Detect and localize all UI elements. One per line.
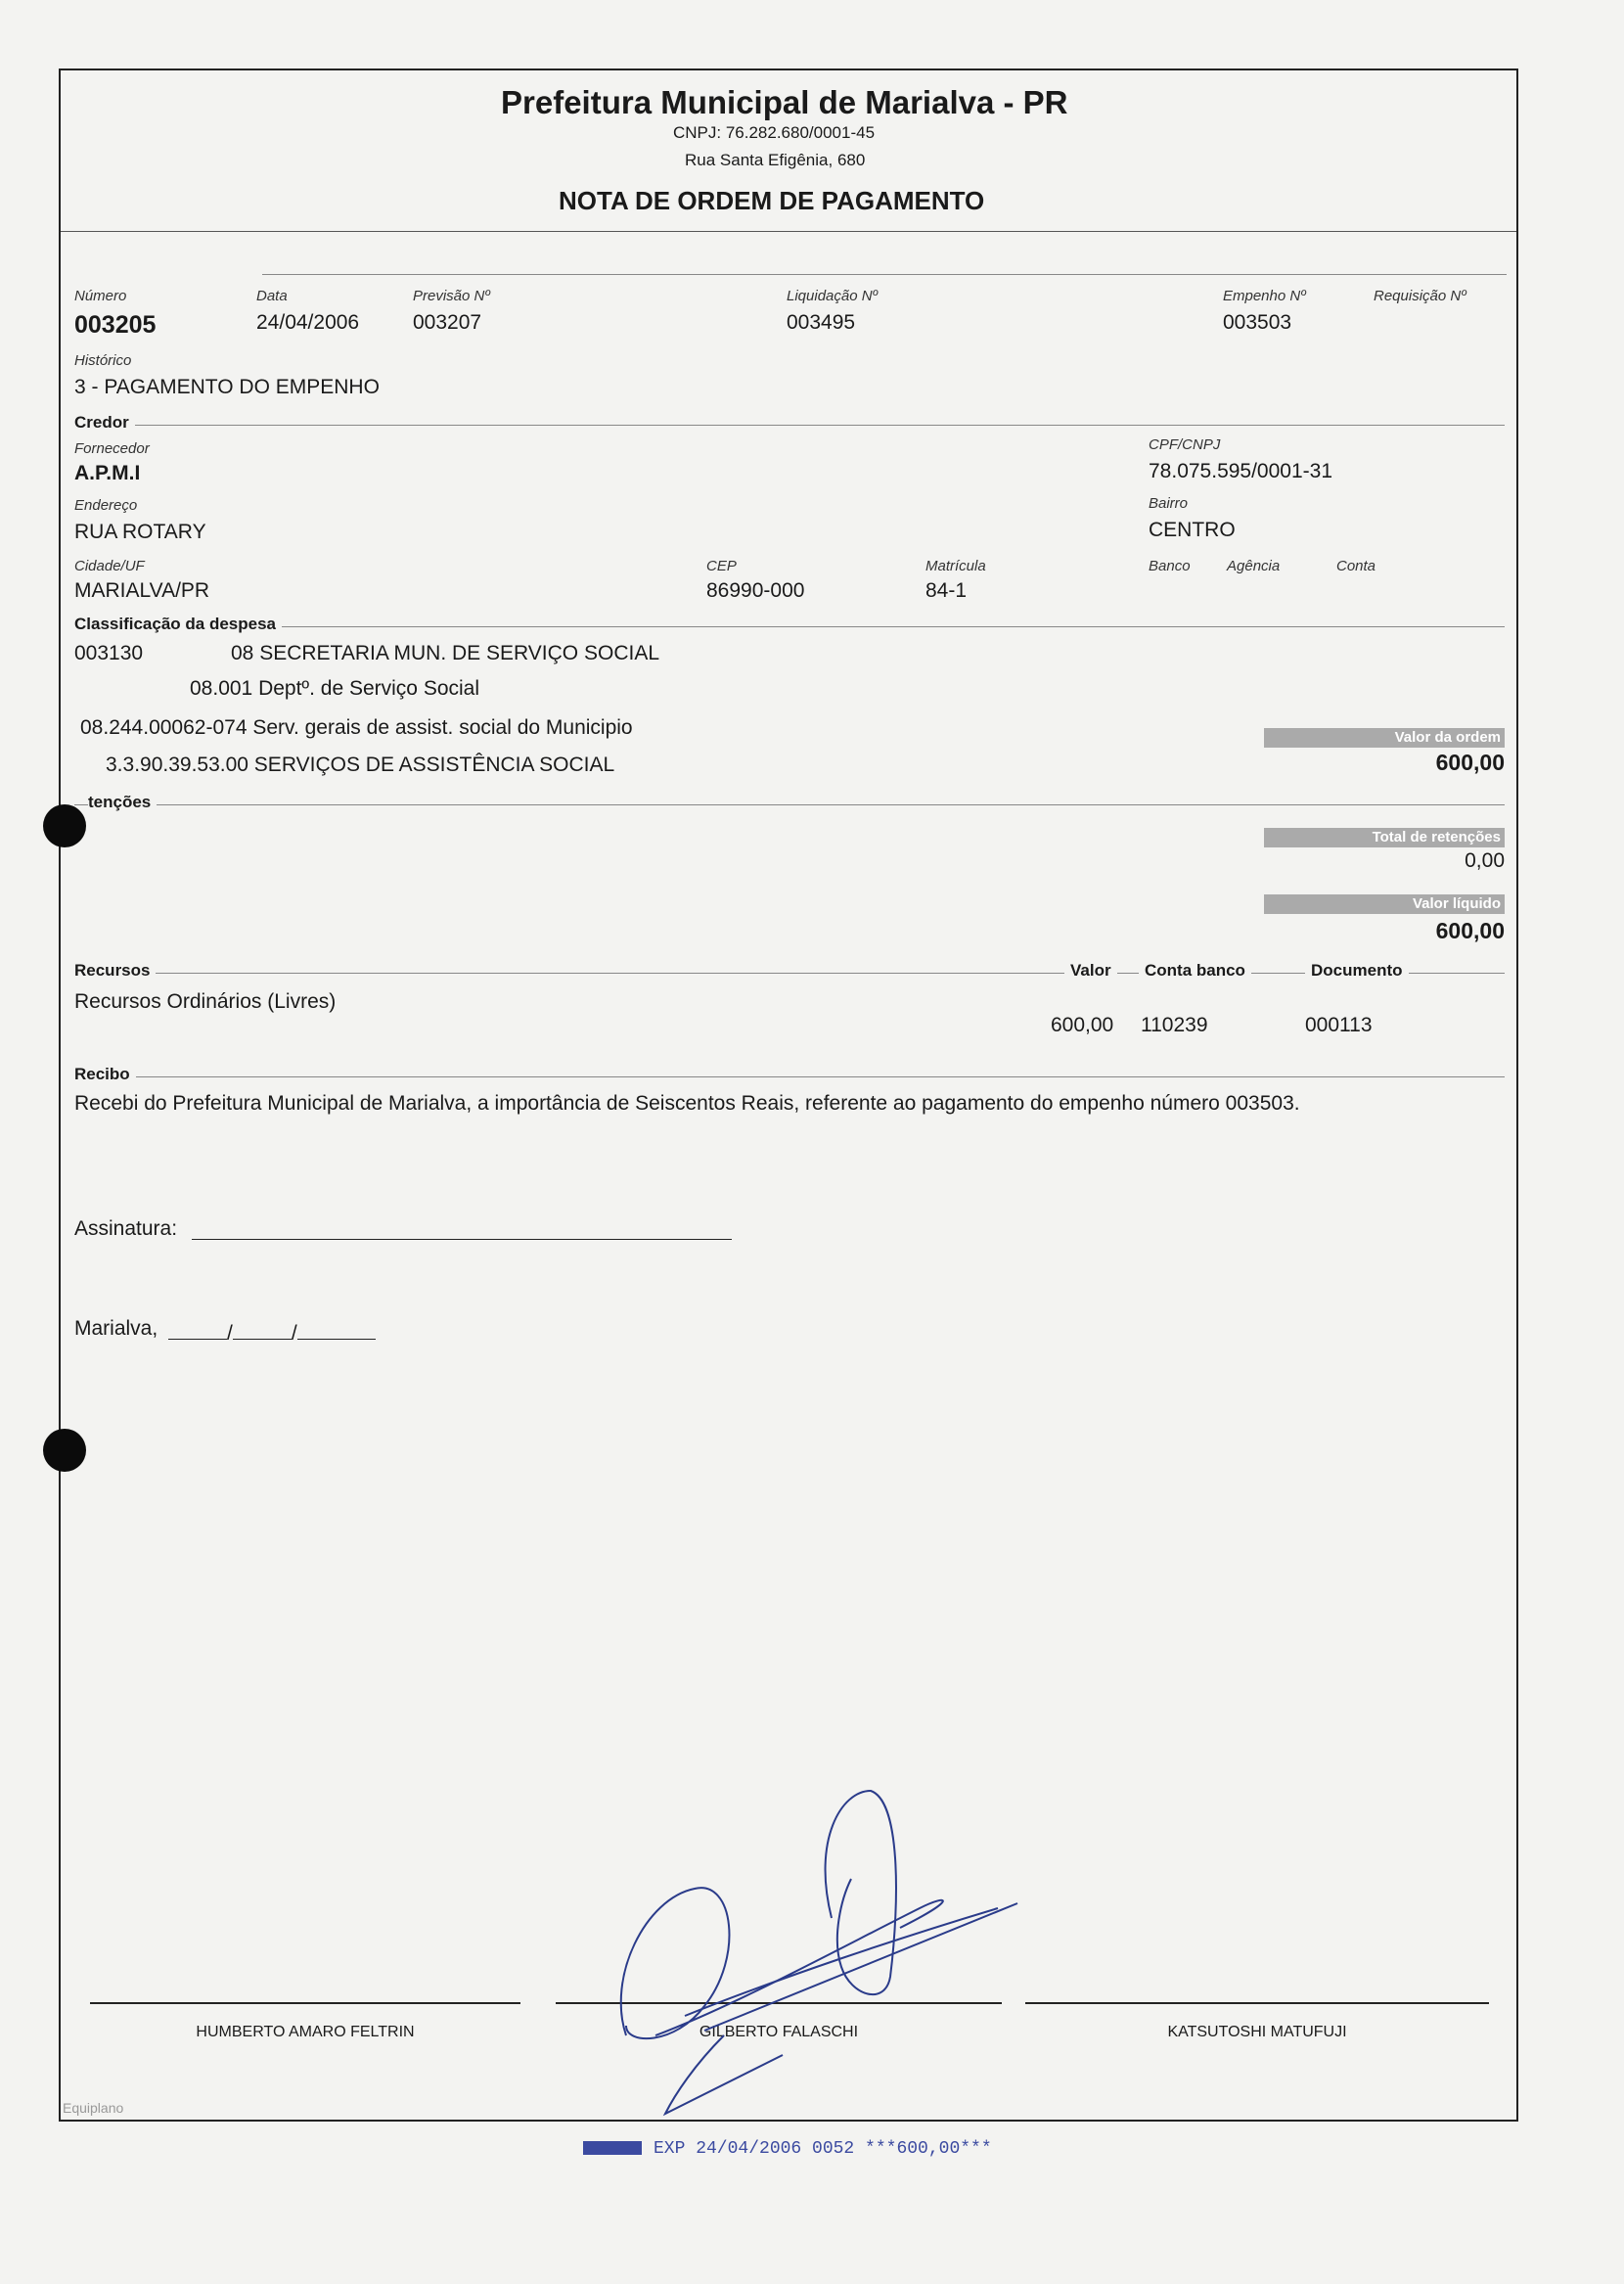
cidade-label: Cidade/UF <box>74 558 145 574</box>
document-type-title: NOTA DE ORDEM DE PAGAMENTO <box>559 186 985 215</box>
signatory-1: HUMBERTO AMARO FELTRIN <box>196 2024 415 2040</box>
assinatura-line <box>192 1239 732 1240</box>
document-header-title: Prefeitura Municipal de Marialva - PR <box>501 84 1068 120</box>
valor-liquido-value: 600,00 <box>1435 918 1505 943</box>
total-retencoes-value: 0,00 <box>1465 849 1505 872</box>
recibo-divider <box>74 1076 1505 1077</box>
local-data-blank: / / <box>168 1319 376 1346</box>
empenho-label: Empenho Nº <box>1223 288 1306 304</box>
classificacao-divider <box>74 626 1505 627</box>
hole-punch-bottom <box>43 1429 86 1472</box>
liquidacao-label: Liquidação Nº <box>787 288 879 304</box>
credor-divider <box>74 425 1505 426</box>
empenho-value: 003503 <box>1223 311 1292 334</box>
liquidacao-value: 003495 <box>787 311 856 334</box>
cpf-label: CPF/CNPJ <box>1149 436 1221 453</box>
recursos-documento: 000113 <box>1305 1014 1373 1036</box>
historico-value: 3 - PAGAMENTO DO EMPENHO <box>74 376 380 398</box>
classificacao-line1: 08 SECRETARIA MUN. DE SERVIÇO SOCIAL <box>231 642 660 664</box>
top-divider <box>262 274 1507 275</box>
signatory-3: KATSUTOSHI MATUFUJI <box>1167 2024 1347 2040</box>
bairro-label: Bairro <box>1149 495 1189 512</box>
valor-ordem-bar <box>1264 728 1505 748</box>
banco-label: Banco <box>1149 558 1191 574</box>
numero-value: 003205 <box>74 311 157 339</box>
recursos-descricao: Recursos Ordinários (Livres) <box>74 990 337 1013</box>
header-divider <box>61 231 1516 232</box>
recursos-section-title: Recursos <box>74 961 156 981</box>
conta-label: Conta <box>1336 558 1376 574</box>
valor-liquido-label: Valor líquido <box>1412 895 1501 912</box>
endereco-value: RUA ROTARY <box>74 521 206 543</box>
classificacao-line3: 08.244.00062-074 Serv. gerais de assist. social do Municipio <box>80 716 633 739</box>
recursos-documento-label: Documento <box>1305 961 1409 981</box>
bank-stamp <box>583 2139 992 2159</box>
requisicao-label: Requisição Nº <box>1374 288 1466 304</box>
recibo-text: Recebi do Prefeitura Municipal de Marialva, a importância de Seiscentos Reais, referente ao pagamento do empenho número 003503. <box>74 1092 1300 1115</box>
agencia-label: Agência <box>1227 558 1281 574</box>
local-data-label: Marialva, <box>74 1317 158 1340</box>
endereco-label: Endereço <box>74 497 138 514</box>
data-label: Data <box>256 288 288 304</box>
credor-section-title: Credor <box>74 413 135 433</box>
previsao-value: 003207 <box>413 311 482 334</box>
recibo-section-title: Recibo <box>74 1065 136 1084</box>
hole-punch-top <box>43 804 86 847</box>
cep-label: CEP <box>706 558 737 574</box>
equiplano-brand: Equiplano <box>63 2100 124 2116</box>
valor-ordem-label: Valor da ordem <box>1394 729 1501 746</box>
address-text: Rua Santa Efigênia, 680 <box>685 151 866 169</box>
assinatura-label: Assinatura: <box>74 1217 178 1240</box>
classificacao-code: 003130 <box>74 642 144 664</box>
fornecedor-value: A.P.M.I <box>74 462 141 484</box>
classificacao-section-title: Classificação da despesa <box>74 615 282 634</box>
classificacao-line4: 3.3.90.39.53.00 SERVIÇOS DE ASSISTÊNCIA SOCIAL <box>106 754 615 776</box>
retencoes-divider <box>74 804 1505 805</box>
handwritten-signature <box>587 1781 1096 2133</box>
bank-stamp-text: EXP 24/04/2006 0052 ***600,00*** <box>654 2139 992 2159</box>
data-value: 24/04/2006 <box>256 311 360 334</box>
recursos-divider <box>74 973 1505 974</box>
signatory-2: GILBERTO FALASCHI <box>699 2024 859 2040</box>
cnpj-text: CNPJ: 76.282.680/0001-45 <box>673 123 876 142</box>
recursos-conta-label: Conta banco <box>1139 961 1251 981</box>
stamp-logo-icon <box>583 2141 642 2155</box>
valor-liquido-bar <box>1264 894 1505 914</box>
total-retencoes-bar <box>1264 828 1505 847</box>
cpf-value: 78.075.595/0001-31 <box>1149 460 1333 482</box>
numero-label: Número <box>74 288 127 304</box>
total-retencoes-label: Total de retenções <box>1372 829 1501 845</box>
matricula-value: 84-1 <box>925 579 968 602</box>
cep-value: 86990-000 <box>706 579 805 602</box>
signature-line-1 <box>90 2002 520 2004</box>
recursos-valor: 600,00 <box>1051 1014 1114 1036</box>
valor-ordem-value: 600,00 <box>1435 750 1505 775</box>
recursos-valor-label: Valor <box>1064 961 1117 981</box>
historico-label: Histórico <box>74 352 132 369</box>
matricula-label: Matrícula <box>925 558 986 574</box>
bairro-value: CENTRO <box>1149 519 1236 541</box>
recursos-conta: 110239 <box>1141 1014 1208 1036</box>
classificacao-line2: 08.001 Deptº. de Serviço Social <box>190 677 480 700</box>
previsao-label: Previsão Nº <box>413 288 490 304</box>
fornecedor-label: Fornecedor <box>74 440 150 457</box>
retencoes-section-title: tenções <box>88 793 157 812</box>
cidade-value: MARIALVA/PR <box>74 579 210 602</box>
